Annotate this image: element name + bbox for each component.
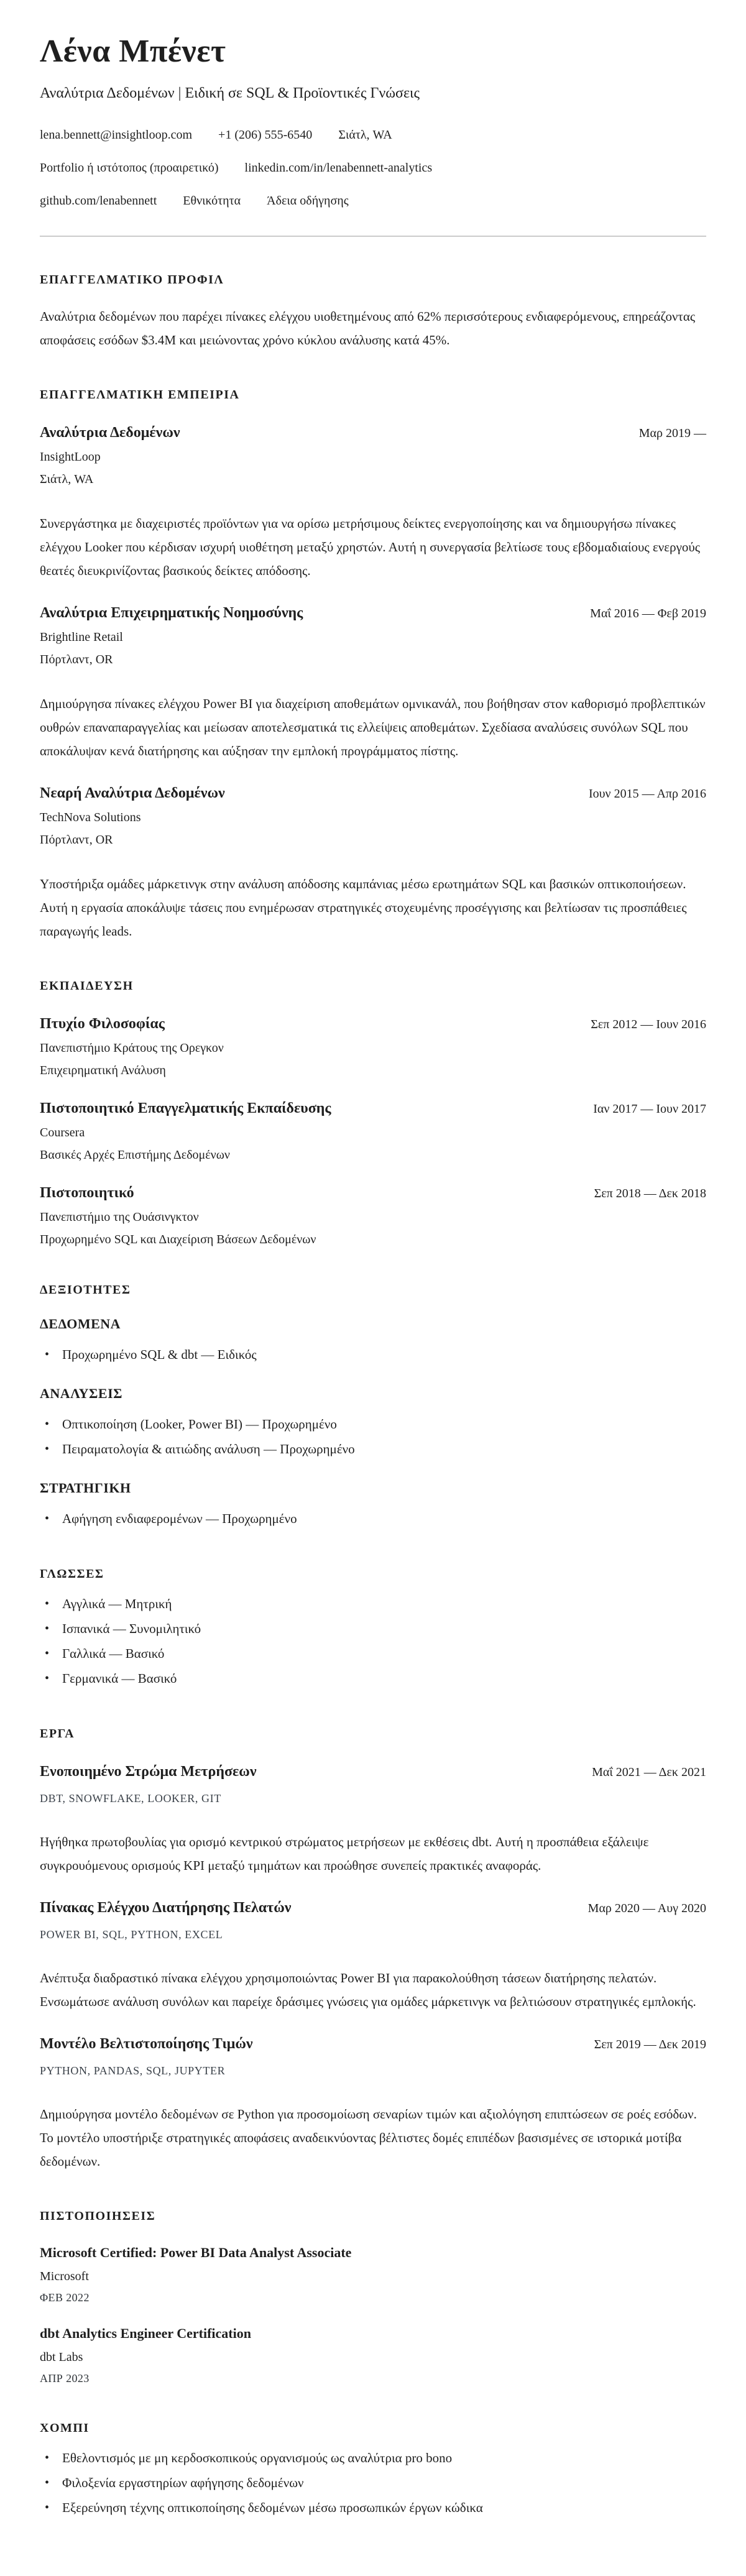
- contact-row-1: [40, 128, 706, 142]
- degree-dates: Σεπ 2018 — Δεκ 2018: [594, 1187, 706, 1201]
- skill-list-strategy: [40, 1506, 706, 1531]
- contact-row-3: [40, 194, 706, 208]
- degree-school: Πανεπιστήμιο Κράτους της Ορεγκον: [40, 1041, 224, 1056]
- project-dates: Σεπ 2019 — Δεκ 2019: [594, 2038, 706, 2052]
- skill-list-data: [40, 1342, 706, 1367]
- experience-entry: [40, 423, 706, 582]
- job-location: Σιάτλ, WA: [40, 472, 94, 487]
- project-description: Δημιούργησα μοντέλο δεδομένων σε Python για προσομοίωση σεναρίων τιμών και αξιολόγηση επιπτώσεων σε ροές εσόδων. Το μοντέλο υποστήριξε στρατηγικές αποφάσεις αναδεικνύοντας βέλτιστες δομές επιπέδων βασισμένες σε ιστορικά μοτίβα δεδομένων.: [40, 2107, 697, 2169]
- project-description: Ανέπτυξα διαδραστικό πίνακα ελέγχου χρησιμοποιώντας Power BI για παρακολούθηση τάσεων διατήρησης πελατών. Ενσωμάτωσε ανάλυση συνόλων και παρείχε δράσιμες γνώσεις για ομάδες μάρκετινγκ να βελτιώσουν στρατηγικές εμπλοκής.: [40, 1971, 696, 2010]
- section-profile: [40, 273, 706, 352]
- project-title: Πίνακας Ελέγχου Διατήρησης Πελατών: [40, 1900, 292, 1916]
- degree-dates: Ιαν 2017 — Ιουν 2017: [593, 1102, 706, 1116]
- language-item: • Γερμανικά — Βασικό: [40, 1666, 706, 1691]
- project-entry-head: [40, 1762, 706, 1781]
- project-title: Μοντέλο Βελτιστοποίησης Τιμών: [40, 2036, 253, 2053]
- degree-title: Πιστοποιητικό: [40, 1185, 134, 1202]
- degree-title: Πιστοποιητικό Επαγγελματικής Εκπαίδευσης: [40, 1100, 331, 1117]
- section-hobbies: [40, 2421, 706, 2520]
- skill-item: • Αφήγηση ενδιαφερομένων — Προχωρημένο: [40, 1506, 706, 1531]
- project-entry-head: [40, 1898, 706, 1917]
- experience-entry-head: [40, 604, 706, 622]
- education-entry: [40, 1014, 706, 1078]
- experience-entry-head: [40, 423, 706, 442]
- education-entry: [40, 1099, 706, 1162]
- hobby-item: • Φιλοξενία εργαστηρίων αφήγησης δεδομένων: [40, 2470, 706, 2495]
- skill-group-data: ΔΕΔΟΜΕΝΑ: [40, 1316, 121, 1332]
- contact-github: github.com/lenabennett: [40, 194, 157, 208]
- resume-header: [40, 34, 706, 237]
- candidate-headline: Αναλύτρια Δεδομένων | Ειδική σε SQL & Προϊοντικές Γνώσεις: [40, 85, 420, 102]
- education-entry-head: [40, 1014, 706, 1033]
- education-entry-head: [40, 1099, 706, 1118]
- certification-issuer: Microsoft: [40, 2270, 89, 2284]
- contact-email: lena.bennett@insightloop.com: [40, 128, 193, 142]
- job-title: Αναλύτρια Επιχειρηματικής Νοημοσύνης: [40, 605, 303, 622]
- job-dates: Ιουν 2015 — Απρ 2016: [588, 787, 706, 801]
- job-description: Δημιούργησα πίνακες ελέγχου Power BI για διαχείριση αποθεμάτων ομνικανάλ, που βοήθησαν στον καθορισμό προβλεπτικών ουθρών επαναπαραγγελίας και μείωσαν αποτελεσματικά τις ελλείψεις αποθεμάτων. Σχεδίασα αναλύσεις συνόλων SQL που αποκάλυψαν κενά διατήρησης και αύξησαν την εμπλοκή προγράμματος πίστης.: [40, 696, 706, 759]
- experience-section-label: ΕΠΑΓΓΕΛΜΑΤΙΚΗ ΕΜΠΕΙΡΙΑ: [40, 388, 240, 402]
- experience-entry: [40, 784, 706, 943]
- job-company: TechNova Solutions: [40, 811, 141, 825]
- job-title: Αναλύτρια Δεδομένων: [40, 425, 180, 441]
- profile-section-label: ΕΠΑΓΓΕΛΜΑΤΙΚΟ ΠΡΟΦΙΛ: [40, 273, 224, 287]
- hobby-list: [40, 2445, 706, 2520]
- certification-entry: [40, 2245, 706, 2304]
- project-entry-head: [40, 2035, 706, 2053]
- language-item: • Γαλλικά — Βασικό: [40, 1641, 706, 1666]
- degree-title: Πτυχίο Φιλοσοφίας: [40, 1016, 165, 1033]
- project-dates: Μαΐ 2021 — Δεκ 2021: [592, 1765, 706, 1780]
- skill-item: • Προχωρημένο SQL & dbt — Ειδικός: [40, 1342, 706, 1367]
- job-dates: Μαΐ 2016 — Φεβ 2019: [590, 607, 706, 621]
- project-tech-stack: POWER BI, SQL, PYTHON, EXCEL: [40, 1928, 223, 1941]
- project-dates: Μαρ 2020 — Αυγ 2020: [587, 1902, 706, 1916]
- contact-driving-license-label: Άδεια οδήγησης: [267, 194, 349, 208]
- degree-field: Βασικές Αρχές Επιστήμης Δεδομένων: [40, 1148, 230, 1162]
- certification-date: ΑΠΡ 2023: [40, 2372, 90, 2385]
- project-tech-stack: DBT, SNOWFLAKE, LOOKER, GIT: [40, 1792, 221, 1805]
- education-entry-head: [40, 1184, 706, 1202]
- language-item: • Αγγλικά — Μητρική: [40, 1591, 706, 1616]
- contact-location: Σιάτλ, WA: [338, 128, 392, 142]
- section-experience: [40, 388, 706, 943]
- certification-issuer: dbt Labs: [40, 2350, 83, 2365]
- language-item: • Ισπανικά — Συνομιλητικό: [40, 1616, 706, 1641]
- job-title: Νεαρή Αναλύτρια Δεδομένων: [40, 785, 225, 802]
- job-location: Πόρτλαντ, OR: [40, 833, 113, 847]
- contact-nationality-label: Εθνικότητα: [183, 194, 241, 208]
- certification-title: dbt Analytics Engineer Certification: [40, 2325, 251, 2342]
- certification-date: ΦΕΒ 2022: [40, 2291, 90, 2304]
- section-skills: [40, 1283, 706, 1531]
- contact-portfolio-label: Portfolio ή ιστότοπος (προαιρετικό): [40, 161, 219, 175]
- project-description: Ηγήθηκα πρωτοβουλίας για ορισμό κεντρικού στρώματος μετρήσεων με εκθέσεις dbt. Αυτή η προσπάθεια εξάλειψε συγκρουόμενους ορισμούς KPI μεταξύ τμημάτων και προώθησε συνεπείς πρακτικές αναφοράς.: [40, 1834, 649, 1874]
- hobbies-section-label: ΧΟΜΠΙ: [40, 2421, 90, 2436]
- skill-item: • Πειραματολογία & αιτιώδης ανάλυση — Προχωρημένο: [40, 1437, 706, 1461]
- job-description: Συνεργάστηκα με διαχειριστές προϊόντων για να ορίσω μετρήσιμους δείκτες ενεργοποίησης και να δημιουργήσω πίνακες ελέγχου Looker που κέρδισαν ισχυρή υιοθέτηση μεταξύ χρηστών. Αυτή η συνεργασία βελτίωσε τους εβδομαδιαίους ενεργούς θεατές διευκρινίζοντας βασικούς δείκτες απόδοσης.: [40, 516, 701, 579]
- certification-title: Microsoft Certified: Power BI Data Analyst Associate: [40, 2245, 352, 2261]
- languages-section-label: ΓΛΩΣΣΕΣ: [40, 1567, 104, 1581]
- job-company: InsightLoop: [40, 450, 101, 464]
- education-section-label: ΕΚΠΑΙΔΕΥΣΗ: [40, 979, 134, 993]
- profile-text: Αναλύτρια δεδομένων που παρέχει πίνακες ελέγχου υιοθετημένους από 62% περισσότερους ενδιαφερόμενους, επηρεάζοντας αποφάσεις εσόδων $3.4M και μειώνοντας χρόνο κύκλου ανάλυσης κατά 45%.: [40, 309, 696, 348]
- skill-group-strategy: ΣΤΡΑΤΗΓΙΚΗ: [40, 1480, 131, 1496]
- projects-section-label: ΕΡΓΑ: [40, 1727, 75, 1741]
- section-certifications: [40, 2209, 706, 2385]
- degree-field: Προχωρημένο SQL και Διαχείριση Βάσεων Δεδομένων: [40, 1233, 316, 1247]
- certifications-section-label: ΠΙΣΤΟΠΟΙΗΣΕΙΣ: [40, 2209, 156, 2224]
- candidate-name: Λένα Μπένετ: [40, 34, 226, 69]
- skill-group-analytics: ΑΝΑΛΥΣΕΙΣ: [40, 1386, 123, 1402]
- project-tech-stack: PYTHON, PANDAS, SQL, JUPYTER: [40, 2064, 226, 2077]
- hobby-item: • Εξερεύνηση τέχνης οπτικοποίησης δεδομένων μέσω προσωπικών έργων κώδικα: [40, 2495, 706, 2520]
- experience-entry-head: [40, 784, 706, 803]
- job-company: Brightline Retail: [40, 630, 123, 645]
- contact-linkedin: linkedin.com/in/lenabennett-analytics: [244, 161, 433, 175]
- skill-item: • Οπτικοποίηση (Looker, Power BI) — Προχωρημένο: [40, 1412, 706, 1437]
- language-list: [40, 1591, 706, 1691]
- section-education: [40, 979, 706, 1247]
- degree-field: Επιχειρηματική Ανάλυση: [40, 1064, 166, 1078]
- project-entry: [40, 1898, 706, 2013]
- education-entry: [40, 1184, 706, 1247]
- skill-list-analytics: [40, 1412, 706, 1461]
- section-languages: [40, 1567, 706, 1691]
- job-location: Πόρτλαντ, OR: [40, 653, 113, 667]
- degree-school: Πανεπιστήμιο της Ουάσινγκτον: [40, 1210, 199, 1225]
- job-description: Υποστήριξα ομάδες μάρκετινγκ στην ανάλυση απόδοσης καμπάνιας μέσω ερωτημάτων SQL και βασικών οπτικοποιήσεων. Αυτή η εργασία αποκάλυψε τάσεις που ενημέρωσαν στρατηγικές στοχευμένης προσέγγισης και βελτίωσαν τις προσπάθειες παραγωγής leads.: [40, 876, 687, 939]
- section-projects: [40, 1727, 706, 2173]
- contact-row-2: [40, 161, 706, 175]
- skills-section-label: ΔΕΞΙΟΤΗΤΕΣ: [40, 1283, 131, 1297]
- contact-phone: +1 (206) 555-6540: [218, 128, 313, 142]
- hobby-item: • Εθελοντισμός με μη κερδοσκοπικούς οργανισμούς ως αναλύτρια pro bono: [40, 2445, 706, 2470]
- project-title: Ενοποιημένο Στρώμα Μετρήσεων: [40, 1764, 257, 1780]
- degree-school: Coursera: [40, 1126, 85, 1140]
- project-entry: [40, 1762, 706, 1877]
- experience-entry: [40, 604, 706, 763]
- job-dates: Μαρ 2019 —: [638, 426, 706, 441]
- header-divider: [40, 236, 706, 237]
- project-entry: [40, 2035, 706, 2173]
- degree-dates: Σεπ 2012 — Ιουν 2016: [591, 1018, 706, 1032]
- certification-entry: [40, 2325, 706, 2385]
